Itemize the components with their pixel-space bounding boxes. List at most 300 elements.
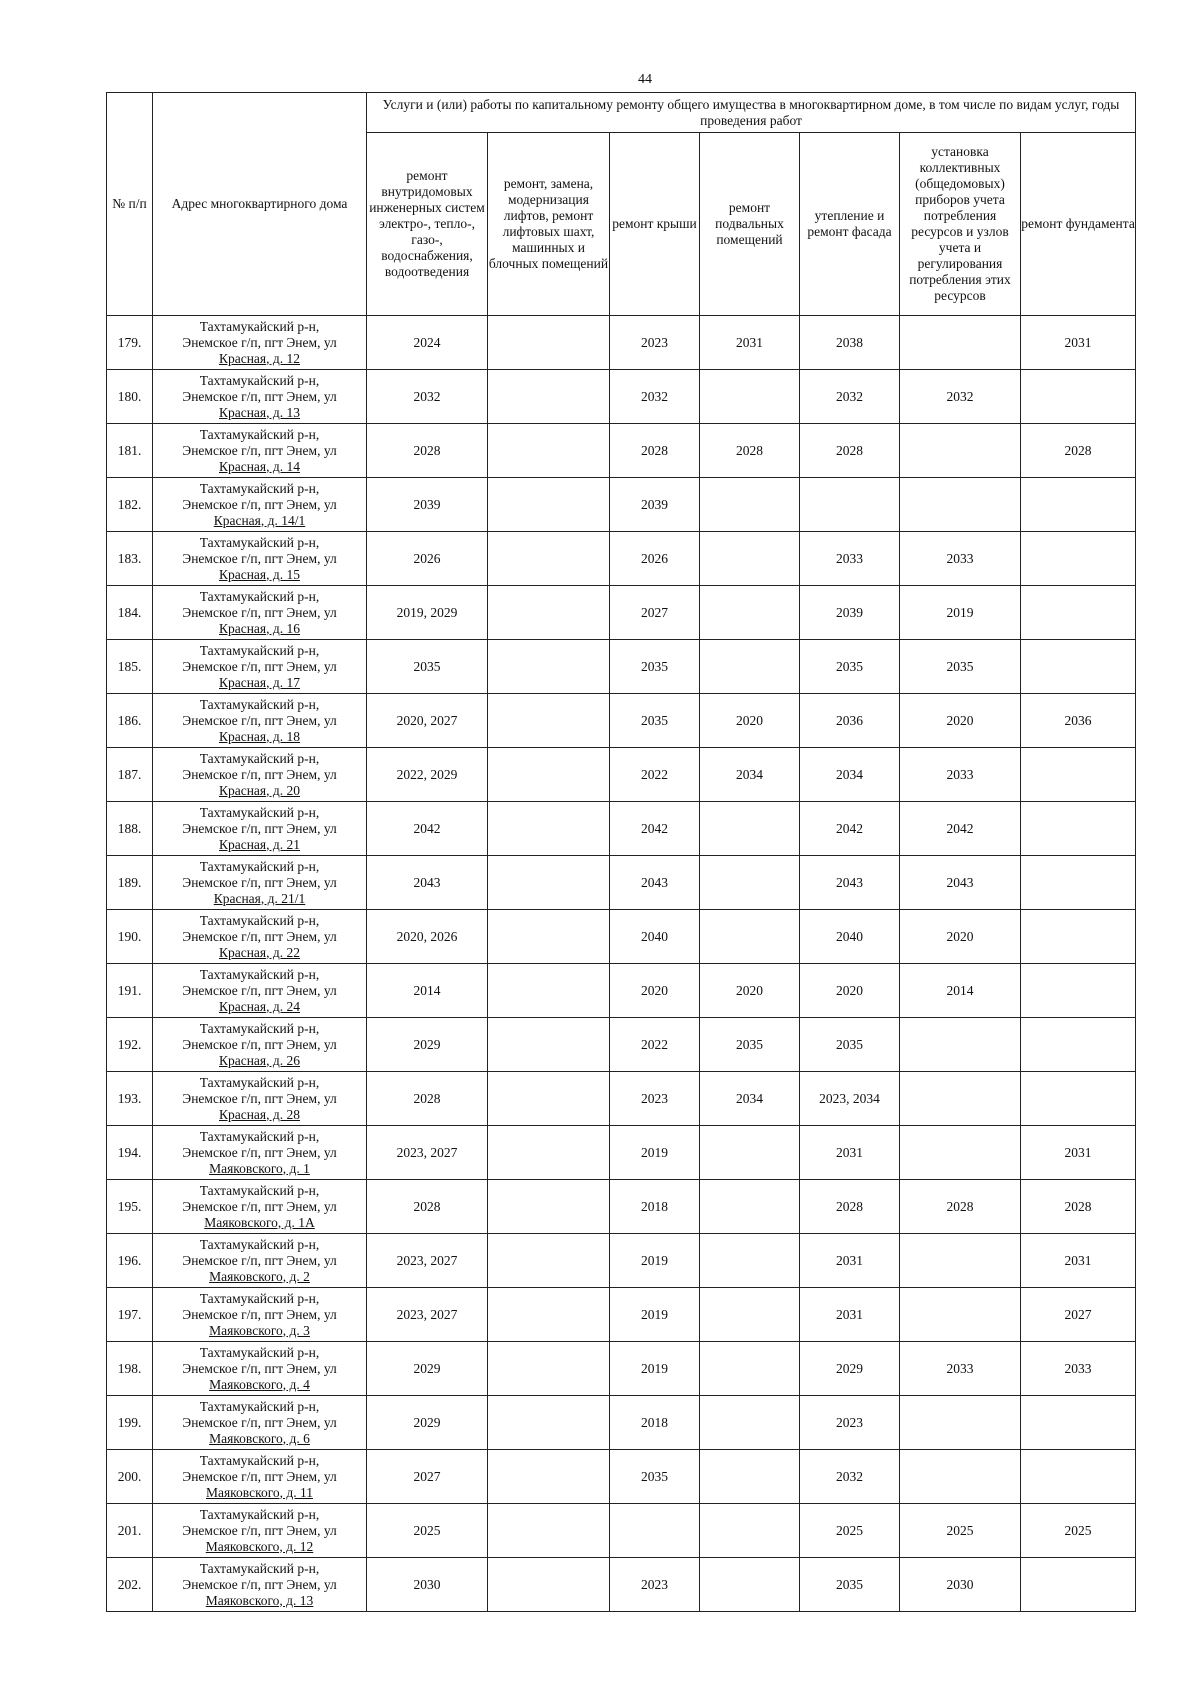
address-district: Тахтамукайский р-н, [199,534,320,550]
cell-elevators [488,748,610,802]
cell-facade: 2042 [800,802,900,856]
row-address [153,370,367,424]
address-street: Маяковского, д. 1 [209,1160,310,1176]
address-street: Маяковского, д. 4 [209,1376,310,1392]
table-row [107,1072,1136,1126]
cell-engineering: 2028 [367,1072,488,1126]
address-street: Маяковского, д. 12 [205,1538,314,1554]
cell-meters [900,1234,1021,1288]
cell-elevators [488,586,610,640]
row-number: 185. [107,640,153,694]
row-address [153,856,367,910]
address-settlement: Энемское г/п, пгт Энем, ул [182,1090,337,1106]
capital-repair-table [106,92,1136,1612]
address-settlement: Энемское г/п, пгт Энем, ул [182,388,337,404]
cell-facade: 2040 [800,910,900,964]
table-row [107,1126,1136,1180]
cell-elevators [488,424,610,478]
address-settlement: Энемское г/п, пгт Энем, ул [182,766,337,782]
table-row [107,1234,1136,1288]
row-number: 191. [107,964,153,1018]
cell-meters: 2030 [900,1558,1021,1612]
address-settlement: Энемское г/п, пгт Энем, ул [182,1576,337,1592]
address-street: Красная, д. 13 [218,404,301,420]
row-number: 198. [107,1342,153,1396]
cell-roof: 2023 [610,1072,700,1126]
address-street: Красная, д. 22 [218,944,301,960]
table-row [107,1396,1136,1450]
cell-roof: 2018 [610,1180,700,1234]
cell-engineering: 2029 [367,1342,488,1396]
cell-elevators [488,1504,610,1558]
cell-foundation: 2027 [1021,1288,1136,1342]
address-district: Тахтамукайский р-н, [199,804,320,820]
cell-facade: 2028 [800,1180,900,1234]
address-settlement: Энемское г/п, пгт Энем, ул [182,1198,337,1214]
cell-facade: 2031 [800,1234,900,1288]
cell-basement [700,1180,800,1234]
table-row [107,370,1136,424]
cell-basement: 2020 [700,694,800,748]
address-district: Тахтамукайский р-н, [199,1506,320,1522]
cell-roof: 2043 [610,856,700,910]
cell-facade: 2033 [800,532,900,586]
address-settlement: Энемское г/п, пгт Энем, ул [182,496,337,512]
cell-engineering: 2014 [367,964,488,1018]
address-settlement: Энемское г/п, пгт Энем, ул [182,658,337,674]
address-district: Тахтамукайский р-н, [199,858,320,874]
cell-elevators [488,1018,610,1072]
cell-basement [700,802,800,856]
cell-elevators [488,694,610,748]
table-row [107,1504,1136,1558]
row-address [153,640,367,694]
cell-engineering: 2029 [367,1018,488,1072]
cell-meters: 2014 [900,964,1021,1018]
cell-meters [900,1018,1021,1072]
cell-foundation [1021,1396,1136,1450]
row-number: 200. [107,1450,153,1504]
address-street: Маяковского, д. 1А [204,1214,315,1230]
cell-roof: 2035 [610,640,700,694]
cell-meters: 2025 [900,1504,1021,1558]
cell-facade: 2023 [800,1396,900,1450]
cell-foundation: 2031 [1021,1234,1136,1288]
cell-elevators [488,910,610,964]
header-col-meters: установка коллективных (общедомовых) приборов учета потребления ресурсов и узлов учета и регулирования потребления этих ресурсов [900,133,1021,316]
cell-foundation [1021,964,1136,1018]
row-address [153,910,367,964]
table-row [107,802,1136,856]
cell-basement: 2028 [700,424,800,478]
cell-foundation [1021,478,1136,532]
cell-foundation [1021,1018,1136,1072]
table-row [107,532,1136,586]
cell-foundation [1021,748,1136,802]
cell-meters [900,1288,1021,1342]
cell-meters [900,1396,1021,1450]
cell-facade [800,478,900,532]
cell-facade: 2035 [800,1018,900,1072]
page-number: 44 [638,72,652,87]
cell-basement [700,1558,800,1612]
cell-roof: 2027 [610,586,700,640]
cell-engineering: 2029 [367,1396,488,1450]
cell-facade: 2032 [800,370,900,424]
address-street: Красная, д. 24 [218,998,301,1014]
cell-meters [900,1072,1021,1126]
header-col-basement: ремонт подвальных помещений [700,133,800,316]
row-address [153,1396,367,1450]
row-address [153,1450,367,1504]
row-address [153,532,367,586]
cell-facade: 2036 [800,694,900,748]
table-row [107,910,1136,964]
cell-elevators [488,478,610,532]
address-settlement: Энемское г/п, пгт Энем, ул [182,550,337,566]
address-settlement: Энемское г/п, пгт Энем, ул [182,1414,337,1430]
address-street: Красная, д. 14 [218,458,301,474]
address-street: Маяковского, д. 6 [209,1430,310,1446]
cell-facade: 2043 [800,856,900,910]
address-district: Тахтамукайский р-н, [199,1128,320,1144]
cell-engineering: 2027 [367,1450,488,1504]
cell-basement: 2031 [700,316,800,370]
header-col-foundation: ремонт фундамента [1021,133,1136,316]
cell-basement [700,478,800,532]
cell-facade: 2029 [800,1342,900,1396]
cell-roof: 2026 [610,532,700,586]
header-address: Адрес многоквартирного дома [153,93,367,316]
address-district: Тахтамукайский р-н, [199,1236,320,1252]
row-address [153,694,367,748]
cell-engineering: 2025 [367,1504,488,1558]
cell-basement [700,640,800,694]
address-district: Тахтамукайский р-н, [199,750,320,766]
address-street: Маяковского, д. 3 [209,1322,310,1338]
cell-meters [900,478,1021,532]
cell-engineering: 2023, 2027 [367,1126,488,1180]
cell-basement [700,1234,800,1288]
cell-roof: 2022 [610,748,700,802]
address-street: Красная, д. 21 [218,836,301,852]
cell-basement [700,856,800,910]
address-district: Тахтамукайский р-н, [199,1020,320,1036]
address-district: Тахтамукайский р-н, [199,966,320,982]
table-row [107,424,1136,478]
address-street: Красная, д. 20 [218,782,301,798]
cell-basement [700,370,800,424]
cell-facade: 2035 [800,640,900,694]
cell-elevators [488,316,610,370]
cell-facade: 2023, 2034 [800,1072,900,1126]
address-street: Красная, д. 26 [218,1052,301,1068]
row-address [153,1288,367,1342]
cell-basement: 2034 [700,1072,800,1126]
row-number: 195. [107,1180,153,1234]
row-number: 197. [107,1288,153,1342]
cell-roof: 2042 [610,802,700,856]
row-address [153,1072,367,1126]
row-number: 186. [107,694,153,748]
row-address [153,1558,367,1612]
row-number: 182. [107,478,153,532]
table-row [107,640,1136,694]
address-settlement: Энемское г/п, пгт Энем, ул [182,604,337,620]
cell-elevators [488,1072,610,1126]
address-street: Красная, д. 14/1 [213,512,306,528]
cell-facade: 2028 [800,424,900,478]
cell-elevators [488,1288,610,1342]
cell-meters [900,316,1021,370]
row-number: 183. [107,532,153,586]
table-body [107,316,1136,1612]
address-street: Красная, д. 17 [218,674,301,690]
cell-basement [700,1288,800,1342]
address-street: Красная, д. 16 [218,620,301,636]
row-address [153,478,367,532]
table-row [107,1558,1136,1612]
row-address [153,748,367,802]
row-number: 196. [107,1234,153,1288]
cell-roof: 2039 [610,478,700,532]
cell-basement: 2035 [700,1018,800,1072]
row-address [153,802,367,856]
cell-foundation: 2031 [1021,316,1136,370]
cell-roof: 2035 [610,1450,700,1504]
table-row [107,1342,1136,1396]
cell-elevators [488,1234,610,1288]
cell-engineering: 2020, 2026 [367,910,488,964]
cell-basement [700,1450,800,1504]
cell-roof [610,1504,700,1558]
address-settlement: Энемское г/п, пгт Энем, ул [182,1144,337,1160]
address-district: Тахтамукайский р-н, [199,1452,320,1468]
cell-foundation [1021,910,1136,964]
cell-foundation [1021,640,1136,694]
cell-engineering: 2028 [367,424,488,478]
cell-roof: 2019 [610,1288,700,1342]
header-col-facade: утепление и ремонт фасада [800,133,900,316]
cell-foundation: 2025 [1021,1504,1136,1558]
cell-engineering: 2019, 2029 [367,586,488,640]
address-district: Тахтамукайский р-н, [199,1344,320,1360]
row-address [153,586,367,640]
cell-foundation [1021,532,1136,586]
cell-roof: 2020 [610,964,700,1018]
row-address [153,316,367,370]
cell-basement: 2034 [700,748,800,802]
header-col-engineering: ремонт внутридомовых инженерных систем электро-, тепло-, газо-, водоснабжения, водоотведения [367,133,488,316]
cell-basement [700,1396,800,1450]
cell-basement [700,1342,800,1396]
cell-basement [700,1126,800,1180]
table-row [107,586,1136,640]
cell-roof: 2019 [610,1126,700,1180]
cell-facade: 2031 [800,1288,900,1342]
address-district: Тахтамукайский р-н, [199,696,320,712]
row-address [153,1018,367,1072]
header-num: № п/п [107,93,153,316]
cell-meters [900,1126,1021,1180]
address-district: Тахтамукайский р-н, [199,912,320,928]
cell-meters: 2020 [900,694,1021,748]
address-district: Тахтамукайский р-н, [199,372,320,388]
cell-engineering: 2028 [367,1180,488,1234]
cell-roof: 2035 [610,694,700,748]
cell-engineering: 2026 [367,532,488,586]
cell-roof: 2019 [610,1234,700,1288]
header-col-elevators: ремонт, замена, модернизация лифтов, ремонт лифтовых шахт, машинных и блочных помещений [488,133,610,316]
cell-roof: 2023 [610,1558,700,1612]
cell-foundation [1021,1072,1136,1126]
cell-foundation [1021,1450,1136,1504]
cell-engineering: 2032 [367,370,488,424]
address-street: Маяковского, д. 11 [205,1484,314,1500]
cell-engineering: 2023, 2027 [367,1288,488,1342]
table-row [107,1180,1136,1234]
table-row [107,694,1136,748]
address-district: Тахтамукайский р-н, [199,1560,320,1576]
cell-engineering: 2043 [367,856,488,910]
address-settlement: Энемское г/п, пгт Энем, ул [182,1360,337,1376]
row-address [153,1126,367,1180]
address-district: Тахтамукайский р-н, [199,642,320,658]
cell-elevators [488,640,610,694]
address-settlement: Энемское г/п, пгт Энем, ул [182,982,337,998]
cell-engineering: 2023, 2027 [367,1234,488,1288]
cell-meters: 2035 [900,640,1021,694]
address-street: Красная, д. 21/1 [213,890,306,906]
cell-elevators [488,1558,610,1612]
address-settlement: Энемское г/п, пгт Энем, ул [182,712,337,728]
address-street: Красная, д. 15 [218,566,301,582]
cell-roof: 2022 [610,1018,700,1072]
row-number: 192. [107,1018,153,1072]
row-number: 201. [107,1504,153,1558]
cell-basement: 2020 [700,964,800,1018]
cell-elevators [488,1342,610,1396]
cell-foundation [1021,1558,1136,1612]
cell-meters: 2043 [900,856,1021,910]
row-number: 181. [107,424,153,478]
row-number: 193. [107,1072,153,1126]
cell-foundation: 2033 [1021,1342,1136,1396]
cell-roof: 2040 [610,910,700,964]
address-district: Тахтамукайский р-н, [199,480,320,496]
address-settlement: Энемское г/п, пгт Энем, ул [182,442,337,458]
row-address [153,1180,367,1234]
row-number: 202. [107,1558,153,1612]
cell-meters: 2033 [900,532,1021,586]
cell-foundation: 2028 [1021,424,1136,478]
cell-foundation [1021,586,1136,640]
address-settlement: Энемское г/п, пгт Энем, ул [182,928,337,944]
cell-elevators [488,370,610,424]
cell-engineering: 2030 [367,1558,488,1612]
address-settlement: Энемское г/п, пгт Энем, ул [182,1036,337,1052]
address-street: Маяковского, д. 2 [209,1268,310,1284]
cell-meters: 2032 [900,370,1021,424]
row-address [153,1342,367,1396]
table-row [107,856,1136,910]
cell-engineering: 2042 [367,802,488,856]
table-row [107,964,1136,1018]
cell-meters [900,1450,1021,1504]
cell-elevators [488,856,610,910]
cell-engineering: 2035 [367,640,488,694]
cell-elevators [488,1180,610,1234]
table-row [107,748,1136,802]
cell-elevators [488,1450,610,1504]
address-district: Тахтамукайский р-н, [199,426,320,442]
address-settlement: Энемское г/п, пгт Энем, ул [182,334,337,350]
cell-elevators [488,1126,610,1180]
cell-roof: 2032 [610,370,700,424]
address-settlement: Энемское г/п, пгт Энем, ул [182,1468,337,1484]
row-address [153,1234,367,1288]
cell-engineering: 2022, 2029 [367,748,488,802]
cell-basement [700,532,800,586]
cell-meters: 2033 [900,1342,1021,1396]
cell-meters: 2028 [900,1180,1021,1234]
cell-facade: 2039 [800,586,900,640]
cell-roof: 2018 [610,1396,700,1450]
address-settlement: Энемское г/п, пгт Энем, ул [182,874,337,890]
cell-elevators [488,964,610,1018]
row-number: 199. [107,1396,153,1450]
row-address [153,964,367,1018]
cell-basement [700,910,800,964]
cell-foundation [1021,370,1136,424]
row-number: 188. [107,802,153,856]
address-district: Тахтамукайский р-н, [199,1074,320,1090]
cell-facade: 2034 [800,748,900,802]
row-number: 194. [107,1126,153,1180]
address-district: Тахтамукайский р-н, [199,318,320,334]
header-col-roof: ремонт крыши [610,133,700,316]
row-address [153,1504,367,1558]
table-row [107,1018,1136,1072]
cell-foundation [1021,802,1136,856]
cell-facade: 2031 [800,1126,900,1180]
cell-basement [700,586,800,640]
cell-facade: 2020 [800,964,900,1018]
row-number: 180. [107,370,153,424]
cell-elevators [488,1396,610,1450]
address-street: Красная, д. 12 [218,350,301,366]
address-district: Тахтамукайский р-н, [199,1290,320,1306]
row-number: 189. [107,856,153,910]
cell-facade: 2032 [800,1450,900,1504]
cell-meters: 2020 [900,910,1021,964]
cell-roof: 2023 [610,316,700,370]
row-number: 190. [107,910,153,964]
address-street: Красная, д. 28 [218,1106,301,1122]
cell-engineering: 2039 [367,478,488,532]
address-settlement: Энемское г/п, пгт Энем, ул [182,1522,337,1538]
header-group: Услуги и (или) работы по капитальному ремонту общего имущества в многоквартирном доме, в том числе по видам услуг, годы проведения работ [367,93,1136,133]
cell-elevators [488,532,610,586]
cell-meters: 2033 [900,748,1021,802]
cell-engineering: 2020, 2027 [367,694,488,748]
cell-facade: 2038 [800,316,900,370]
row-address [153,424,367,478]
address-settlement: Энемское г/п, пгт Энем, ул [182,1252,337,1268]
cell-basement [700,1504,800,1558]
address-street: Маяковского, д. 13 [205,1592,314,1608]
cell-foundation: 2031 [1021,1126,1136,1180]
